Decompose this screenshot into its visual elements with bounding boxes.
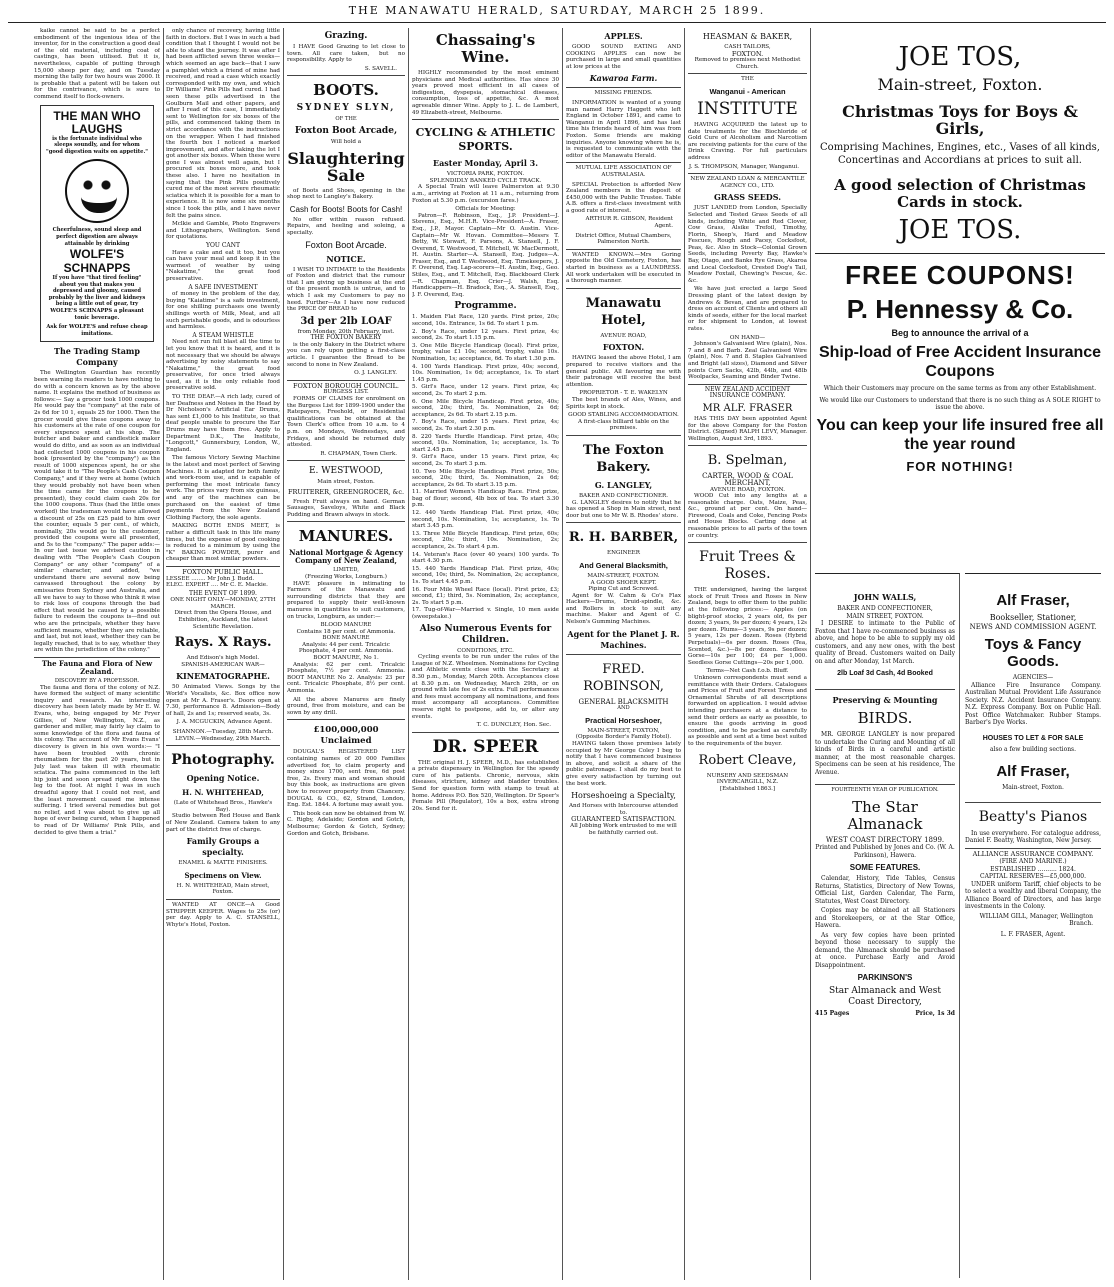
mortgage-company: National Mortgage & Agency Company of New Zealand,	[289, 548, 403, 566]
blacksmith-line: And General Blacksmith,	[579, 560, 668, 570]
spelman-text: WOOD Cut into any lengths at a reasonable charge. Oats, Maize, Peas, &c., ground at per cent. On hand—Firewood, Coals and Coke, Fencing Posts and House Blocks. Carting done at reasonable prices to all parts of the town or country.	[688, 493, 807, 539]
laundress-notice: WANTED KNOWN.—Mrs Goring opposite the Old Cemetery, Foxton, has started in business as a LAUNDRESS. All work undertaken will be executed in a thorough manner.	[566, 249, 681, 285]
grazing-text: I HAVE Good Grazing to let close to town. All care taken, but no responsibility. Apply to	[287, 44, 405, 64]
on-hand-heading: ON HAND—	[729, 334, 766, 341]
agencies-heading: AGENCIES—	[1012, 674, 1054, 681]
alf-fraser-address: Main-street, Foxton.	[1002, 784, 1064, 791]
beatty-text: In use everywhere. For catalogue address, Daniel F. Beatty, Washington, New Jersey.	[965, 829, 1101, 844]
westwood-name: E. WESTWOOD,	[308, 466, 384, 477]
manure-footer: All the above Manures are finely ground, free from moisture, and can be sown by any drill.	[287, 696, 405, 716]
fruiterer-line: FRUITERER, GREENGROCER, &c.	[287, 487, 405, 496]
will-hold: Will hold a	[330, 138, 362, 145]
programme-item: 9. Girl's Race, under 15 years. First prize, 4s; second, 2s. To start 3 p.m.	[412, 454, 559, 467]
bookseller-line: Bookseller, Stationer,	[989, 613, 1077, 622]
arcade-name: Foxton Boot Arcade,	[294, 125, 398, 136]
nz-loan-heading: NEW ZEALAND LOAN & MERCANTILE AGENCY CO., LTD.	[688, 173, 807, 189]
column-divider	[562, 28, 563, 1280]
westwood-address: Main street, Foxton.	[317, 479, 375, 486]
photography-signature: H. N. WHITEHEAD, Main street, Foxton.	[176, 882, 270, 896]
piping-line: Piping Cut and Screwed.	[588, 586, 659, 593]
walls-text: I DESIRE to intimate to the Public of Foxton that I have re-commenced business as above, and hope to be able to supply my old customers, and any new ones, with the best quality of Bread. Customers waited on Daily on and after Monday, 1st March.	[815, 620, 955, 665]
you-cant-heading: YOU CANT	[205, 242, 241, 249]
sole-right-line: We would like our Customers to understand that there is no such thing as A SOLE RIGHT to issue the above.	[819, 396, 1101, 411]
agencies-list: Alliance Fire Insurance Company. Australian Mutual Provident Life Assurance Society. N.Z. Accident Insurance Company. N.Z. Express Company. Box on Public Hall. Post Office Watchmaker. Rubber Stamps. Barber's Dye Works.	[965, 681, 1101, 726]
barber-trade: ENGINEER	[607, 550, 640, 557]
stamp-company-heading: The Trading Stamp Company	[54, 346, 140, 368]
burgess-heading: BURGESS LIST.	[323, 389, 369, 396]
hotel-text: HAVING leased the above Hotel, I am prepared to receive visitors and the general public. All favouring me with their patronage will receive the best attention.	[566, 355, 681, 388]
sheep-article-text: kaike cannot be said to be a perfect embodiment of the ingenious idea of the inventor, for in the construction a good deal of the old material, including coat of castings, has been utilised. But it is, nevertheless, capable of putting through 15,000 sheep per day, and on Tuesday morning the tally for two hours was 2000. It is probable that a patent will be taken out for the contrivance, which is sure to commend itself to flock-owners.	[34, 28, 160, 100]
column-divider	[163, 28, 164, 1280]
event-date: ONE NIGHT ONLY—MONDAY, 27TH MARCH.	[170, 597, 276, 610]
fruit-trees-ad	[688, 542, 807, 792]
burgess-text: FORMS OF CLAIMS for enrolment on the Burgess List for 1899-1900 under the Ratepayers, Freehold, or Residential qualifications can be obtained at the Town Clerk's office from 10 a.m. to 4 p.m. on Mondays, Wednesdays, and Fridays, and should be returned duly attested.	[287, 396, 405, 449]
specimens-line: Specimens on View.	[184, 870, 262, 880]
fraser-agent-name: MR ALF. FRASER	[702, 402, 793, 414]
wine-text: HIGHLY recommended by the most eminent physicians and Medical authorities. Has since 30 years proved most efficient in all cases of indigestion, dyspepsia, stomachical diseases, consumption, loss of appetite, &c. A most agreeable dinner Wine. Apply to J. L. de Lambert, 49 Elizabeth-street, Melbourne.	[412, 70, 559, 116]
parkinsons-line: PARKINSON'S	[857, 973, 913, 982]
christmas-cards: A good selection of Christmas Cards in stock.	[834, 176, 1086, 211]
horseshoer-line: Practical Horseshoer,	[585, 715, 662, 725]
horses-attended: And Horses with Intercourse attended to.	[569, 803, 678, 816]
grazing-heading: Grazing.	[324, 31, 368, 41]
hotel-road: AVENUE ROAD,	[600, 332, 647, 339]
programme-item: 15. 440 Yards Handicap Flat. First prize, 40s; second, 10s; third, 5s. Nomination, 2s; acceptance, 1s. To start 4.45 p.m.	[412, 565, 559, 585]
institute-heading: INSTITUTE	[697, 98, 798, 119]
hall-title: FOXTON PUBLIC HALL.	[182, 567, 264, 576]
blood-manure: BLOOD MANURE	[320, 622, 372, 629]
pills-testimonial: only chance of recovery, having little faith in doctors. But I was in such a bad condition that I thought I would not be able to stand the journey. It was after I had been afflicted seven three weeks—which seemed an age back—that I saw a pamphlet which a friend of mine had received, and read a case which exactly corresponded with my own, and which Dr Williams' Pink Pills had cured. I had seen these pills advertised in the Goulburn Mail and other papers, and after I read of this case, I immediately sent to Wellington for six boxes of the pills, and commenced taking them in strict accordance with the instructions on the wrapper. When I had finished the fourth box I noticed a marked improvement, and after taking the lot I got another six boxes. When these were gone I was almost well again, but I procured six boxes more, and took these also. I have no hesitation in saying that the Pink Pills positively cured me of the most severe rheumatic sciatica which it is possible for a man to experience. It is now some six months since I took the pills, and I have never felt the pains since.	[166, 28, 280, 219]
sports-venue: VICTORIA PARK, FOXTON.	[446, 171, 525, 178]
column-2	[166, 28, 280, 1280]
ship-load-line: Ship-load of Free Accident Insurance Coupons	[818, 344, 1102, 380]
birds-text: MR. GEORGE LANGLEY is now prepared to undertake the Curing and Mounting of all kinds of Birds in a careful and artistic manner, at the most reasonable charges. Specimens can be seen at his residence, The Avenue.	[815, 731, 955, 776]
wolfes-schnapps-ad	[40, 105, 154, 343]
hon-sec-signature: T. C. DUNCLEY, Hon. Sec.	[476, 722, 551, 729]
steam-whistle-heading: A STEAM WHISTLE	[192, 331, 254, 339]
walls-name: JOHN WALLS,	[853, 592, 917, 602]
barber-address: MAIN-STREET, FOXTON.	[587, 572, 660, 579]
satisfaction-line: GUARANTEED SATISFACTION.	[571, 815, 676, 824]
toys-goods-heading: Toys & Fancy Goods.	[984, 636, 1082, 670]
shoer-line: A GOOD SHOER KEPT.	[590, 579, 657, 586]
bakery-owner: G. LANGLEY,	[594, 479, 653, 490]
spelman-address: AVENUE ROAD, FOXTON.	[709, 486, 785, 493]
ad-subline: is the fortunate individual who sleeps soundly, and for whom "good digestion waits on appetite."	[46, 135, 148, 155]
photographer-name: H. N. WHITEHEAD,	[182, 788, 264, 798]
spelman-trade: CARTER, WOOD & COAL MERCHANT,	[702, 472, 793, 487]
unclaimed-heading: £100,000,000 Unclaimed	[313, 725, 379, 747]
beatty-ad	[965, 802, 1101, 845]
boots-heading: BOOTS.	[313, 81, 379, 100]
column-divider	[684, 28, 685, 1280]
fruit-trees-heading: Fruit Trees & Roses.	[699, 549, 796, 583]
free-coupons-heading: FREE COUPONS!	[845, 260, 1075, 290]
dr-speer-heading: DR. SPEER	[432, 736, 539, 757]
bakery-notice: G. LANGLEY desires to notify that he has opened a Shop in Main street, next door but one to Mr W. B. Rhodes' store.	[566, 499, 681, 519]
programme-item: 12. 440 Yards Handicap Flat. First prize, 40s; second, 10s. Nomination, 1s; acceptance, 1s. To start 3.45 p.m.	[412, 510, 559, 530]
cleave-name: Robert Cleave,	[698, 752, 797, 768]
kinematographe-heading: KINEMATOGRAPHE.	[176, 671, 270, 682]
fauna-text: The fauna and flora of the colony of N.Z. have formed the subject of many scientific inquiry and research. An interesting discovery has been lately made by Mr E. W. Evans, who, being engaged by Mr Fryer Gillies, of New Wellington, N.Z., as gardener and miller, may fairly lay claim to some knowledge of the flora and fauna of his colony. The account of Mr Evans Evans' discovery is given in his own words:— "I have been troubled with chronic rheumatism for the past 20 years, but in July last was taken ill with rheumatic sciatica. The pains commenced in the left hip joint and soon spread right down the leg to the foot. At night I was in such dreadful agony that I could not rest, and the least movement caused me intense suffering. I tried several remedies but got no relief, and I was about to give up all hope of ever being cured, when I happened to read of Dr Williams' Pink Pills, and decided to give them a trial."	[34, 684, 160, 836]
sports-heading: CYCLING & ATHLETIC SPORTS.	[415, 126, 556, 154]
barber-ad	[566, 522, 681, 650]
notice-heading: NOTICE.	[326, 253, 366, 264]
ad-caption: Cheerfulness, sound sleep and perfect digestion are always attainable by drinking	[52, 227, 142, 247]
dr-speer-text: THE original H. J. SPEER, M.D., has established a private dispensary in Wellington for the speedy cure of his patients. Chronic, nervous, skin diseases, stricture, kidney and bladder troubles. Send for question form with stamp to treat at home. Address P.O. Box 520, Wellington. Dr Speer's Female Pill (Regulator), 10s a box, extra strong 20s. Send for it.	[412, 759, 559, 812]
manures-heading: MANURES.	[298, 527, 394, 546]
boot-arcade-ad	[287, 75, 405, 250]
ad-brand: WOLFE'S SCHNAPPS	[63, 247, 131, 276]
column-divider	[810, 28, 811, 1280]
fauna-subheading: DISCOVERY BY A PROFESSOR.	[54, 677, 140, 684]
cleave-town: INVERCARGILL, N.Z.	[716, 779, 779, 786]
robinson-trade: GENERAL BLACKSMITH	[578, 697, 669, 706]
borough-ad	[287, 380, 405, 458]
robinson-name: FRED. ROBINSON,	[583, 661, 664, 694]
alliance-heading: ALLIANCE ASSURANCE COMPANY.	[972, 849, 1094, 858]
hotel-name: Manawatu Hotel,	[585, 295, 662, 328]
directory-line: WEST COAST DIRECTORY 1899.	[825, 835, 945, 844]
boot-manure: BOOT MANURE, No 1.	[313, 655, 379, 662]
column-3	[287, 28, 405, 1280]
programme-item: 13. Three Mile Bicycle Handicap. First prize, 60s; second, 20s; third, 10s. Nomination, 2s; acceptance, 2s. To start 4 p.m.	[412, 530, 559, 551]
sports-date: Easter Monday, April 3.	[432, 158, 539, 169]
alliance-agent: L. F. FRASER, Agent.	[1000, 930, 1066, 938]
steam-whistle-text: Need not run full blast all the time to let you know that it is heard, and it is not necessary that we should be always advertising by noisy statements to say "Nakatime," the great food preservative, for once tried always used, as it is the only reliable food preservative sold.	[166, 339, 280, 392]
baking-powder-notice: MAKING BOTH ENDS MEET, is rather a difficult task in this life many times, but the expense of good cooking is reduced to a minimum by using the "K" BAKING POWDER, purer and cheaper than most similar powders.	[166, 523, 280, 563]
children-events: Also Numerous Events for Children.	[419, 623, 552, 645]
hall-electrician: ELEC. EXPERT .... Mr C. E. Mackie.	[166, 582, 268, 589]
sports-track: SPLENDIDLY BANKED CYCLE TRACK.	[429, 177, 542, 184]
safe-investment-text: of money in the problem of the day, buying "Kaiatime" is a safe investment, for one shilling purchases one twenty shillings worth of Milk, Meat, and all such perishable goods, and is odourless and harmless.	[166, 291, 280, 331]
spelman-ad	[688, 445, 807, 539]
joe-tos-address: Main-street, Foxton.	[877, 75, 1043, 94]
kawaroa-farm: Kawaroa Farm.	[589, 73, 658, 84]
grazing-signature: S. SAVELL.	[364, 65, 397, 72]
accident-insurance-heading: NEW ZEALAND ACCIDENT INSURANCE COMPANY.	[688, 384, 807, 400]
bakery-heading: The Foxton Bakery.	[583, 442, 664, 475]
programme-item: 10. Two Mile Bicycle Handicap. First prize, 50s; second, 20s; third, 5s. Nomination, 2s 6d; acceptance, 2s 6d. To start 3.15 p.m.	[412, 468, 559, 488]
birds-heading: BIRDS.	[857, 709, 913, 727]
bread-price: 3d per 2lb LOAF	[300, 315, 392, 327]
publication-year: FOURTEENTH YEAR OF PUBLICATION.	[831, 787, 939, 793]
column-6	[688, 28, 807, 1280]
alliance-text: UNDER uniform Tariff, chief objects to be to select a wealthy and liberal Company, the Alliance Board of Directors, and has large investments in the Colony.	[965, 880, 1101, 910]
barber-agent-text: Agent for W. Cahm & Co's Flax Hackers—Drums, Druid-spindle, &c. and Rollers in stock to suit any machine. Maker and Agent of C. Nelson's Gumming Machines.	[566, 592, 681, 626]
missing-friends-heading: MISSING FRIENDS.	[566, 87, 681, 97]
ad-body: If you have "that tired feeling" about you that makes you depressed and gloomy, caused probably by the liver and kidneys being a little out of gear, try WOLFE'S SCHNAPPS a pleasant tonic beverage.	[48, 275, 146, 321]
keep-insured-line: You can keep your life insured free all the year round	[816, 416, 1104, 453]
the-line: THE	[688, 73, 807, 83]
programme-item: 6. One Mile Bicycle Handicap. First prize, 40s; second, 20s; third, 5s. Nomination, 2s 6d; acceptance, 2s 6d. To start 2.15 p.m.	[412, 398, 559, 418]
comprising-line: Comprising Machines, Engines, etc., Vases of all kinds, Concertinas and Accordians at prices to suit all.	[820, 142, 1100, 166]
bakery-trade: BAKER AND CONFECTIONER.	[578, 492, 669, 499]
building-sections: also a few building sections.	[989, 745, 1077, 753]
blood-analysis: Contains 18 per cent. of Ammonia.	[296, 628, 396, 635]
langley-signature: O. J. LANGLEY.	[354, 370, 397, 377]
gibson-signature: ARTHUR R. GIBSON, Resident Agent.	[585, 216, 673, 230]
christmas-toys: Christmas Toys for Boys & Girls,	[842, 102, 1078, 138]
almanack-ad	[815, 784, 955, 1018]
laughing-man-illustration	[65, 159, 129, 223]
cleave-established: [Established 1863.]	[719, 785, 776, 792]
deaf-notice: TO THE DEAF.—A rich lady, cured of her Deafness and Noises in the Head by Dr Nicholson's Artificial Ear Drums, has sent £1,000 to his Institute, so that deaf people unable to procure the Ear Drums may have them free. Apply to Department D.K., The Institute, "Longcott," Gunnersbury, London, W., England.	[166, 394, 280, 453]
fauna-heading: The Fauna and Flora of New Zealand.	[34, 657, 160, 676]
manawatu-hotel-ad	[566, 288, 681, 432]
special-train: A Special Train will leave Palmerston at 9.30 a.m., arriving at Foxton at 11 a.m., returning from Foxton at 5.30 p.m. (excursion fares.)	[412, 184, 559, 204]
masthead-rule	[8, 22, 1106, 23]
foxton-bakery-ad	[566, 435, 681, 519]
town-clerk-signature: R. CHAPMAN, Town Clerk.	[320, 450, 397, 457]
almanack-price: Price, 1s 3d	[915, 1010, 955, 1017]
officials-list: Patron—F. Robinson, Esq., J.P. President—J. Stevens, Esq., M.H.R. Vice-President—A. Fraser, Esq., J.P., Mayor. Captain—Mr O. Austin. Vice-Captain—Mr W. Hovan. Committee—Messrs T. Betty, W. Stewart, F. Parsons, A. Stansell, J. F. Overend, T. Westwood, T. Mitchell, W. MacDermott, H. Austin. Starter—A. Stansell, Esq. Judges—A. Fraser, Esq., and T. Westwood, Esq. Timekeepers, J. F. Overend, Esq. Lap-scorers—H. Austin, Esq., Geo. Stiles, Esq., and T. Mitchell, Esq. Blackboard Clerk—R. Chapman, Esq. Crier—J. Walsh, Esq. Handicappers—H. Bradock, Esq., A. Stansell, Esq., J. F. Overend, Esq.	[412, 212, 559, 298]
demand-text: As very few copies have been printed beyond those necessary to supply the demand, the Almanack should be purchased at once. Purchase Early and Avoid Disappointment.	[815, 931, 955, 969]
tailors-town: FOXTON.	[731, 49, 764, 58]
announce-line: Beg to announce the arrival of a	[891, 328, 1029, 338]
conditions-heading: CONDITIONS, ETC.	[457, 647, 514, 654]
of-the: OF THE	[335, 116, 357, 123]
manures-ad	[287, 521, 405, 716]
cash-tailors: CASH TAILORS,	[724, 44, 771, 50]
cash-for-boots: Cash for Boots! Boots for Cash!	[289, 204, 403, 214]
photographer-formerly: (Late of Whitehead Bros., Hawke's Bay).	[173, 800, 273, 813]
fruit-terms: Terms—Net Cash f.o.b. Bluff.	[706, 668, 789, 675]
fruit-text: Fresh Fruit always on hand. German Sausages, Saveloys, White and Black Pudding and Brawn always in stock.	[287, 498, 405, 518]
for-nothing-line: FOR NOTHING!	[906, 458, 1014, 474]
boot-analysis: Analysis: 62 per cent. Tricalcic Phosphate, 7½ per cent. Ammonia. BOOT MANURE No 2. Analysis: 23 per cent. Tricalcic Phosphate, 8½ per cent. Ammonia.	[287, 661, 405, 695]
sports-ad	[412, 119, 559, 729]
hotel-town: FOXTON.	[602, 342, 645, 353]
stamp-company-text: The Wellington Guardian has recently been warning its readers to have nothing to do with a concern known as by the above name. It explains the method of business as follows:— Say a grocer took 1000 coupons. He would pay the "company" at the rate of 2s 6d for 10 1, equals 25 for 1000. Then the grocer would give these coupons away to his customers at the rate of one coupon for every sixpence spent at his shop. The butcher and baker and candlestick maker would do ditto, and as soon as an individual had collected 1000 coupons in his coupon book (presented by the "company") as the result of 1000 sixpences spent, he or she would take it to "The People's Cash Coupon Company," and if they were at home (which they would probably not have been when the time came for the coupons to be presented), they could claim cash 20s for the 1000 coupons. Thus (had the little ones worked) the tradesman would have allowed a discount of 25s on £25 paid to him over the counter, equals 5 per cent., of which, nominally, 20s would go to the customer, provided the coupons were all presented, and 5s to the "company." The paper adds:—In our last issue we advised caution in dealing with "The People's Cash Coupon Company" or any other "company" of a similar character, and added, "we understand there are several now being canvassed throughout the colony by emissaries from Sydney and Australia, and all we have to say to those who think it wise to risk loss of coupons through the bad effect that would be caused by a possible failure to redeem the coupons is—find out who are the principals, whether they have sufficient means, whether they are reliable, and last, but not least, whether they can be legally reached, that is to say, whether they are within the jurisdiction of the colony."	[34, 370, 160, 654]
column-1	[34, 28, 160, 1280]
hall-lessee: LESSEE ........ Mr John J. Budd.	[166, 575, 255, 582]
and-line: AND	[617, 705, 630, 712]
bone-analysis: Analysis: 44 per cent. Tricalcic Phosphate, 4 per cent. Ammonia.	[298, 641, 394, 655]
news-agent-line: NEWS AND COMMISSION AGENT.	[969, 623, 1097, 631]
programme-item: 14. Veteran's Race (over 40 years) 100 yards. To start 4.30 p.m.	[412, 551, 559, 565]
hennessy-ad	[815, 253, 1105, 475]
column-divider	[408, 28, 409, 1280]
column-4	[412, 28, 559, 1280]
column-7-right	[965, 573, 1101, 1278]
planet-agent: Agent for the Planet J. R. Machines.	[567, 628, 680, 650]
wine-heading: Chassaing's Wine.	[435, 31, 536, 66]
sale-text: of Boots and Shoes, opening in the shop next to Langley's Bakery.	[287, 187, 405, 201]
bread-date: from Monday, 20th February, inst.	[297, 328, 395, 335]
heasman-baker: HEASMAN & BAKER,	[702, 32, 793, 41]
masthead	[0, 4, 1114, 22]
programme-item: 7. Boy's Race, under 15 years. First prize, 4s; second, 2s. To start 2.30 p.m.	[412, 419, 559, 432]
bakery-text: is the only Bakery in the District where you can rely upon getting a first-class article. I guarantee the Bread to be second to none in New Zealand.	[287, 341, 405, 368]
westwood-ad	[287, 460, 405, 518]
tour-dates: SHANNON.—Tuesday, 28th March. LEVIN.—Wednesday, 29th March.	[172, 729, 274, 742]
institute-text: HAVING ACQUIRED the latest up to date treatments for the Biochloride of Gold Cure of Alcoholism and Narcotism are receiving patients for the cure of the Drink Craving. For full particulars address	[688, 121, 807, 161]
hotel-proprietor: PROPRIETOR - T. E. WAKELYN	[579, 390, 668, 397]
programme-item: 11. Married Women's Handicap Race. First prize, bag of flour; second, 4lb box of tea. To start 3.30 p.m.	[412, 489, 559, 509]
robinson-ad	[566, 654, 681, 837]
fruit-trees-text: THE undersigned, having the largest stock of Fruit Trees and Roses in New Zealand, begs to offer them to the public at the following prices:— Apples (on blight-proof stocks, 2 years old, 6s per dozen; 3 years, 9s per dozen; 4 years, 12s per dozen. Plums—3 years, 9s per dozen; 5 years, 12s per dozen. Roses (Hybrid Perpetuals)—6s per dozen. Roses (Tea, Scented, &c.)—8s per dozen. Seedless Gorse—10s per 100; £4 per 1,000. Seedless Gorse Cuttings—20s per 1,000.	[688, 587, 807, 666]
officials-heading: Officials for Meeting:	[455, 206, 516, 213]
slyn-name: SYDNEY SLYN,	[296, 103, 396, 114]
dr-speer-ad	[412, 732, 559, 813]
hennessy-name: P. Hennessy & Co.	[846, 294, 1074, 324]
walls-trade: BAKER AND CONFECTIONER,	[837, 605, 933, 612]
institute-manager: J. S. THOMPSON, Manager, Wanganui.	[688, 163, 799, 170]
star-almanack-line: Star Almanack and West Coast Directory,	[829, 986, 941, 1007]
column-7-left	[815, 573, 960, 1278]
almanack-footer	[815, 1010, 955, 1018]
almanack-pages: 415 Pages	[815, 1010, 850, 1017]
programme-item: 16. Four Mile Wheel Race (local). First prize, £3; second, £1; third, 5s. Nomination, 2s; acceptance, 2s. To start 5 p.m.	[412, 586, 559, 606]
alliance-established: ESTABLISHED .......... 1824.	[990, 865, 1076, 873]
sale-text-2: No offer within reason refused. Repairs, and heeling and soleing, a specialty.	[287, 216, 405, 236]
alliance-type: (FIRE AND MARINE.)	[999, 858, 1067, 865]
programme-item: 8. 220 Yards Hurdle Handicap. First prize, 40s; second, 10s. Nomination, 1s; acceptance, 1s. To start 2.45 p.m.	[412, 433, 559, 453]
fruit-trees-text-2: Unknown correspondents must send a remittance with their Orders. Catalogues and Prices of Fruit and Forest Trees and Ornamental Shrubs of all descriptions forwarded on application. I would advise intending purchasers at a distance to send their orders as early as possible, to ensure the goods arriving in good condition, and to be packed as carefully as possible and sent at a time best suited to the requirements of the buyer.	[688, 674, 807, 747]
walls-loaf-price: 2lb Loaf 3d Cash, 4d Booked	[837, 670, 933, 677]
grass-seeds-heading: GRASS SEEDS.	[713, 192, 782, 203]
mutual-life-heading: MUTUAL LIFE ASSOCIATION OF AUSTRALASIA.	[566, 162, 681, 178]
spelman-name: B. Spelman,	[707, 453, 788, 469]
wanted-ad	[166, 899, 280, 928]
unclaimed-ad	[287, 719, 405, 837]
advance-agent: J. A. MCGUCKIN, Advance Agent.	[176, 719, 272, 726]
joe-tos-heading: JOE TOS,	[898, 42, 1022, 72]
walls-address: MAIN STREET, FOXTON.	[846, 612, 924, 620]
wanganui-american: Wanganui - American	[709, 86, 786, 96]
event-title: THE EVENT OF 1899.	[189, 589, 257, 597]
x-rays-heading: Rays. X Rays.	[174, 635, 272, 651]
customers-line: Which their Customers may procure on the same terms as from any other Establishment.	[823, 385, 1097, 392]
robinson-opposite: (Opposite Border's Family Hotel).	[575, 734, 672, 741]
newspaper-title: THE MANAWATU HERALD, SATURDAY, MARCH 25 1899.	[348, 4, 766, 17]
engravers-notice: Mclkie and Gamble, Photo Engravers and Lithographers, Wellington. Send for quotations.	[166, 221, 280, 241]
programme-item: 2. Boy's Race, under 12 years. First prize, 4s; second, 2s. To start 1.15 p.m.	[412, 328, 559, 342]
tailors-removed: Removed to premises next Methodist Church.	[694, 57, 801, 70]
copies-text: Copies may be obtained at all Stationers and Storekeepers, or at the Star Office, Hawera.	[815, 907, 955, 929]
features-text: Calendar, History, Tide Tables, Census Returns, Statistics, Directory of New Towns, Official List, Garden Calendar, The Farm, Statutes, West Coast Directory.	[815, 875, 955, 905]
manure-text: HAVE pleasure in intimating to Farmers of the Manawatu and surrounding districts that they are prepared to supply their well-known manures in quantities to suit customers, on trucks, Longburn, as under:—	[287, 580, 405, 620]
programme-item: 1. Maiden Flat Race, 120 yards. First prize, 20s; second, 10s. Entrance, 1s 6d. To start 1 p.m.	[412, 314, 559, 328]
robinson-address: MAIN-STREET, FOXTON,	[587, 727, 660, 734]
freezing-works: (Freezing Works, Longburn.)	[305, 573, 387, 580]
event-details: 50 Animated Views. Songs by the World's Vocalists, &c. Box office now open at Mr A. Fraser's. Doors open at 7.30, performance 8. Admission—Body of hall, 2s and 1s; reserved seats, 3s.	[166, 684, 280, 717]
spanish-war-line: SPANISH-AMERICAN WAR—	[181, 661, 265, 668]
photography-heading: Photography.	[171, 752, 275, 769]
horseshoeing-specialty: Horseshoeing a Specialty,	[571, 791, 676, 801]
missing-friends-text: INFORMATION is wanted of a young man named Harry Haggett who left England in October 1891, and came to Wanganui in April 1896, and has last time his friends heard of him was from Foxton. Some friends are making inquiries. Anyone knowing where he is, is requested to communicate with the editor of the Manawatu Herald.	[566, 99, 681, 159]
alliance-capital: CAPITAL RESERVES—£5,000,000.	[979, 873, 1086, 880]
programme-item: 3. One Mile Bicycle Handicap (local). First prize, trophy, value £1 10s; second, trophy, value 10s. Nomination, 1s; acceptance, 6d. To start 1.30 p.m.	[412, 342, 559, 362]
event-description: Direct from the Opera House, and Exhibition, Auckland, the latest Scientific Revelation.	[174, 610, 272, 630]
conditions-text: Cycling events to be run under the rules of the League of N.Z. Wheelmen. Nominations for Cycling and Athletic events close with the Secretary at 8.30 p.m., Monday, March 20th. Acceptances close at 8.30 p.m. on Wednesday, March 29th, or on ground with late fee of 2s extra. Full performances and fees must accompany all nominations, and fees must accompany all acceptances. Committee reserve right to postpone, add to, or alter any events.	[412, 654, 559, 720]
mutual-life-text: SPECIAL Protection is afforded New Zealand members in the deposit of £450,000 with the Public Trustee. Table A.B. offers a first-class investment with a good rate of interest.	[566, 181, 681, 214]
district-office: District Office, Mutual Chambers, Palmerston North.	[575, 232, 672, 246]
ad-footer: Ask for WOLFE'S and refuse cheap imitations.	[46, 324, 148, 337]
robinson-text: HAVING taken those premises lately occupied by Mr George Coley I beg to notify that I have commenced business in above, and solicit a share of the public patronage. I shall do my best to give every satisfaction by turning out the best work.	[566, 741, 681, 787]
preserving-line: Preserving & Mounting	[832, 695, 938, 705]
edison-line: And Edison's high Model.	[186, 655, 260, 662]
alf-fraser-heading: Alf Fraser,	[996, 592, 1070, 609]
safe-investment-heading: A SAFE INVESTMENT	[188, 283, 258, 291]
programme-item: 17. Tug-of-War—Married v. Single, 10 men aside (sweepstake.)	[412, 607, 559, 620]
alf-fraser-footer: Alf Fraser,	[996, 763, 1070, 780]
unclaimed-text: DOUGAL'S REGISTERED LIST containing names of 20 000 Families advertised for, to claim property and money since 1700, sent free, 6d post free, 2s. Every man and woman should buy this book, as instructions are given how to recover property from Chancery. DOUGAL & CO., 62, Strand, London, Eng. Est. 1844. A fortune may await you.	[287, 749, 405, 809]
fraser-agent-text: HAS THIS DAY been appointed Agent for the above Company for the Foxton District. (Signed) RALPH LEVY, Manager. Wellington, August 3rd, 1893.	[688, 415, 807, 442]
almanack-heading: The Star Almanack	[847, 797, 923, 833]
wanted-text: WANTED AT ONCE—A Good STRIPPER KEEPER. Wages to 25s (or) per day. Apply to A. C. STANSELL, Whyte's Hotel, Foxton.	[166, 901, 280, 928]
opening-notice: Opening Notice.	[186, 773, 260, 784]
features-heading: SOME FEATURES.	[849, 863, 921, 872]
on-hand-text: Johnson's Galvanised Wire (plain), Nos. 7 and 8 and Barb. Zeal Galvanised Wire (plain), Nos. 7 and 8. Staples Galvanised and Bright (all sizes), Diamond and Silver points Corn Sacks, 42lb, 44lb, and 48lb Woolpacks, Seaming and Binder Twine.	[688, 341, 807, 381]
public-hall-ad	[166, 566, 280, 742]
photography-text: Studio between Red House and Bank of New Zealand. Camera taken to any part of the district free of charge.	[166, 813, 280, 833]
you-cant-text: Have a cake and eat it too, but you can have your meal and keep it in the warmest of weather by using "Nakatime," the great food preservative.	[166, 249, 280, 282]
notice-text: I WISH TO INTIMATE to the Residents of Foxton and district that the rumour that I am giving up business at the end of the present month is untrue, and to which I ask my Customers to pay no heed. Further—As I have now reduced the PRICE OF BREAD to	[287, 266, 405, 313]
column-5	[566, 28, 681, 1280]
borough-heading: FOXTON BOROUGH COUNCIL.	[292, 381, 399, 390]
programme-heading: Programme.	[454, 301, 517, 312]
jobbing-line: All Jobbing Work entrusted to me will be faithfully carried out.	[570, 822, 677, 836]
column-7	[815, 28, 1105, 1280]
bakery-name: THE FOXTON BAKERY	[310, 334, 382, 342]
joe-tos-footer: JOE TOS.	[898, 215, 1022, 245]
hotel-stabling: GOOD STABLING ACCOMMODATION.	[568, 412, 679, 419]
grass-seeds-text-2: We have just erected a large Seed Dressing plant of the latest design by Andrews & Bevan, and are prepared to dress on account of Clients and others all kinds of seeds, either for the local market or for shipment to London, at lowest rates.	[688, 286, 807, 332]
birds-ad	[815, 689, 955, 776]
cleave-trade: NURSERY AND SEEDSMAN	[706, 772, 789, 779]
barber-name: R. H. BARBER,	[568, 530, 679, 546]
alliance-manager: WILLIAM GILL, Manager, Wellington Branch.	[979, 912, 1093, 927]
beatty-heading: Beatty's Pianos	[978, 808, 1088, 825]
programme-item: 5. Girl's Race, under 12 years. First prize, 4s; second, 2s. To start 2 p.m.	[412, 384, 559, 397]
programme-list	[412, 314, 559, 620]
family-groups-line: Family Groups a specialty.	[186, 836, 260, 858]
programme-item: 4. 100 Yards Handicap. First prize, 40s; second, 10s. Nomination, 1s 6d; acceptance, 1s. To start 1.45 p.m.	[412, 363, 559, 383]
grass-seeds-text: JUST LANDED from London, Specially Selected and Tested Grass Seeds of all kinds, including White and Red Clover, Cow Grass, Alsike Trefoil, Timothy, Florin, Sheep's, Hard and Meadow Fescues, Rough and Pacey, Cocksfoot, Peas, &c. Also in Stock—Colonial Grown Seeds, including Poverty Bay, Hawke's Bay, Otago, and Banks Rye Grass, Akaroa and Local Cocksfoot, Crested Dog's Tail, Meadow Foxtail, Chewing's Fescue, &c. &c.	[688, 205, 807, 284]
arcade-footer: Foxton Boot Arcade.	[305, 239, 387, 250]
ad-headline: THE MAN WHO LAUGHS	[53, 108, 141, 136]
bone-manure: BONE MANURE	[322, 635, 370, 642]
hotel-billiard: A first-class billiard table on the premises.	[577, 418, 670, 432]
column-divider	[283, 28, 284, 1280]
slaughtering-sale: Slaughtering Sale	[287, 148, 405, 185]
apples-text: GOOD SOUND EATING AND COOKING APPLES can now be purchased in large and small quantities at low prices at the	[566, 44, 681, 70]
houses-line: HOUSES TO LET & FOR SALE	[982, 734, 1084, 742]
apples-heading: APPLES.	[604, 31, 643, 41]
unclaimed-text-2: This book can now be obtained from W. C. Rigby, Adelaide; Gordon and Gotch, Melbourne; Gordon & Gotch, Sydney; Gordon and Gotch, Brisbane.	[287, 810, 405, 837]
sewing-machine-notice: The famous Victory Sewing Machine is the latest and most perfect of Sewing Machines. It is adapted for both family and work-room use, and is capable of performing the most intricate fancy work. The prices vary from six guineas, and any of the machines can be purchased on the easiest of time payments from the New Zealand Clothing Factory, the sole agents.	[166, 455, 280, 521]
enamel-line: ENAMEL & MATTE FINISHES.	[178, 860, 268, 867]
alliance-ad	[965, 848, 1101, 939]
printed-line: Printed and Published by Jones and Co. (W. A. Parkinson), Hawera.	[815, 844, 955, 859]
photography-ad	[166, 745, 280, 896]
limited-line: LIMITED,	[333, 567, 359, 574]
hotel-text-2: The best brands of Ales, Wines, and Spirits kept in stock.	[566, 396, 681, 410]
